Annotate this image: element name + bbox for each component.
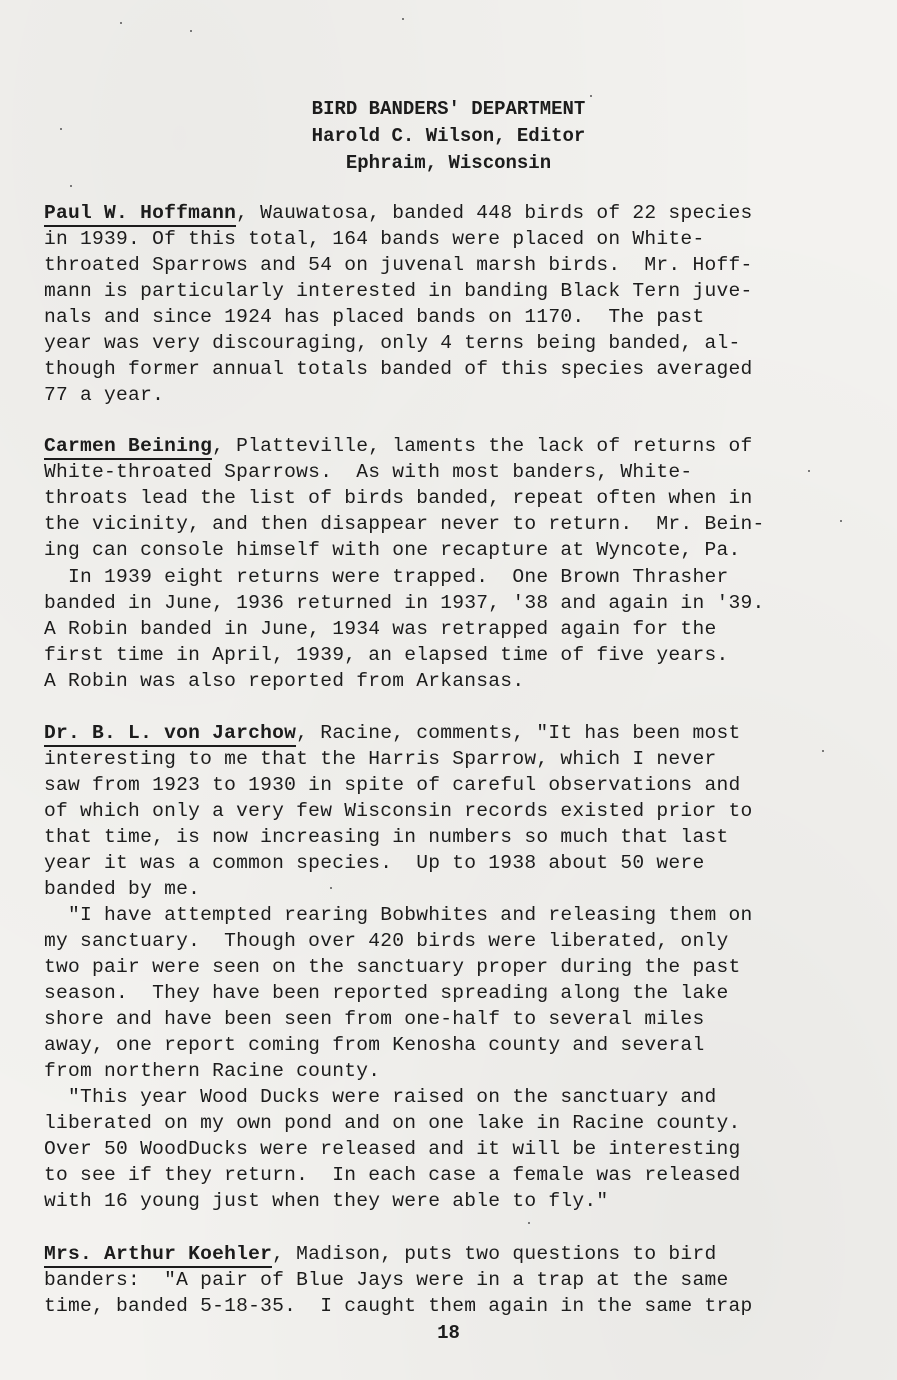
text-line: my sanctuary. Though over 420 birds were liberated, only xyxy=(44,930,729,952)
text-line: Mrs. Arthur Koehler, Madison, puts two questions to bird xyxy=(44,1241,716,1267)
text-line: though former annual totals banded of this species averaged xyxy=(44,358,753,380)
scan-speck xyxy=(808,470,810,472)
text-line: In 1939 eight returns were trapped. One Brown Thrasher xyxy=(44,566,729,588)
page-number: 18 xyxy=(437,1322,460,1344)
scan-speck xyxy=(822,750,824,752)
text-line: of which only a very few Wisconsin records existed prior to xyxy=(44,800,753,822)
bander-name: Paul W. Hoffmann xyxy=(44,202,236,227)
text-line: A Robin banded in June, 1934 was retrapped again for the xyxy=(44,618,717,640)
text-line: that time, is now increasing in numbers so much that last xyxy=(44,826,729,848)
scan-speck xyxy=(120,22,122,24)
editor-line: Harold C. Wilson, Editor xyxy=(311,125,586,147)
text-line: time, banded 5-18-35. I caught them again in the same trap xyxy=(44,1295,753,1317)
text-line: first time in April, 1939, an elapsed time of five years. xyxy=(44,644,729,666)
text-line: throats lead the list of birds banded, repeat often when in xyxy=(44,487,753,509)
text-line: "This year Wood Ducks were raised on the sanctuary and xyxy=(44,1086,717,1108)
text-line: banders: "A pair of Blue Jays were in a trap at the same xyxy=(44,1269,729,1291)
scan-speck xyxy=(330,887,332,889)
text-line: nals and since 1924 has placed bands on 1170. The past xyxy=(44,306,705,328)
text-line: liberated on my own pond and on one lake in Racine county. xyxy=(44,1112,741,1134)
scan-speck xyxy=(60,128,62,130)
scan-speck xyxy=(528,1222,530,1224)
text-line: Dr. B. L. von Jarchow, Racine, comments, "It has been most xyxy=(44,720,740,746)
text-line: year it was a common species. Up to 1938 about 50 were xyxy=(44,852,705,874)
text-line: the vicinity, and then disappear never to return. Mr. Bein- xyxy=(44,513,765,535)
location-line: Ephraim, Wisconsin xyxy=(345,152,552,174)
text-line: shore and have been seen from one-half to several miles xyxy=(44,1008,705,1030)
text-line: interesting to me that the Harris Sparrow, which I never xyxy=(44,748,717,770)
text-line: with 16 young just when they were able to fly." xyxy=(44,1190,609,1212)
text-line: Carmen Beining, Platteville, laments the lack of returns of xyxy=(44,433,753,459)
text-line: in 1939. Of this total, 164 bands were placed on White- xyxy=(44,228,705,250)
text-line: 77 a year. xyxy=(44,384,165,406)
text-line: A Robin was also reported from Arkansas. xyxy=(44,670,525,692)
scan-speck xyxy=(70,185,72,187)
text-line: away, one report coming from Kenosha county and several xyxy=(44,1034,705,1056)
text-line: White-throated Sparrows. As with most banders, White- xyxy=(44,461,693,483)
bander-name: Carmen Beining xyxy=(44,435,212,460)
text-line: Paul W. Hoffmann, Wauwatosa, banded 448 birds of 22 species xyxy=(44,200,753,226)
text-line: banded in June, 1936 returned in 1937, '38 and again in '39. xyxy=(44,592,765,614)
text-line: Over 50 WoodDucks were released and it will be interesting xyxy=(44,1138,741,1160)
text-line: mann is particularly interested in banding Black Tern juve- xyxy=(44,280,753,302)
department-title: BIRD BANDERS' DEPARTMENT xyxy=(311,98,586,120)
text-line: throated Sparrows and 54 on juvenal marsh birds. Mr. Hoff- xyxy=(44,254,753,276)
scan-speck xyxy=(190,30,192,32)
scan-speck xyxy=(590,95,592,97)
text-line: banded by me. xyxy=(44,878,201,900)
text-line: ing can console himself with one recapture at Wyncote, Pa. xyxy=(44,539,741,561)
text-line: "I have attempted rearing Bobwhites and releasing them on xyxy=(44,904,753,926)
text-line: season. They have been reported spreading along the lake xyxy=(44,982,729,1004)
text-line: from northern Racine county. xyxy=(44,1060,381,1082)
text-line: year was very discouraging, only 4 terns being banded, al- xyxy=(44,332,741,354)
bander-name: Dr. B. L. von Jarchow xyxy=(44,722,296,747)
scan-speck xyxy=(402,18,404,20)
text-line: two pair were seen on the sanctuary proper during the past xyxy=(44,956,741,978)
text-line: to see if they return. In each case a female was released xyxy=(44,1164,741,1186)
scan-speck xyxy=(840,520,842,522)
text-line: saw from 1923 to 1930 in spite of careful observations and xyxy=(44,774,741,796)
bander-name: Mrs. Arthur Koehler xyxy=(44,1243,272,1268)
